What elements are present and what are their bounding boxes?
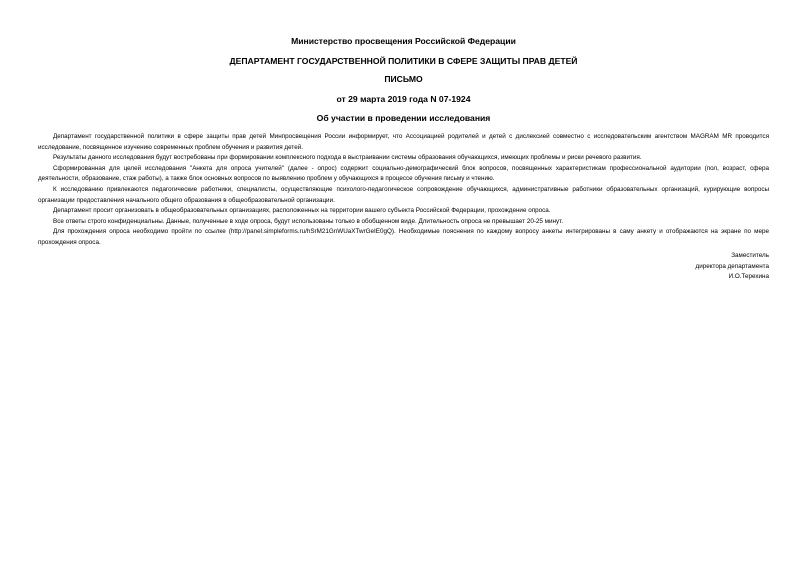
document-type: ПИСЬМО [384, 74, 423, 84]
paragraph: Все ответы строго конфиденциальны. Данные, полученные в ходе опроса, будут использованы только в обобщенном виде. Длительность опроса не превышает 20-25 минут. [53, 217, 564, 225]
document-subject: Об участии в проведении исследования [316, 113, 491, 123]
ministry-title: Министерство просвещения Российской Федерации [291, 36, 516, 46]
paragraph: Для прохождения опроса необходимо пройти по ссылке (http://panel.simpleforms.ru/hSrM21GnWUaXTwrGeIE0gQ). Необходимые пояснения по каждому вопросу анкеты интегрированы в саму анкету и отображаются на экране по мере прохождения опроса. [38, 228, 769, 246]
paragraph: Департамент государственной политики в сфере защиты прав детей Минпросвещения России информирует, что Ассоциацией родителей и детей с дислексией совместно с исследовательским агентством MAGRAM MR проводится исследование, посвященное изучению современных проблем обучения и развития детей. [38, 133, 769, 151]
paragraph: Результаты данного исследования будут востребованы при формировании комплексного подхода в выстраивании системы образования обучающихся, имеющих проблемы и риски речевого развития. [53, 154, 642, 162]
department-title: ДЕПАРТАМЕНТ ГОСУДАРСТВЕННОЙ ПОЛИТИКИ В СФЕРЕ ЗАЩИТЫ ПРАВ ДЕТЕЙ [229, 56, 578, 66]
paragraph: Департамент просит организовать в общеобразовательных организациях, расположенных на территории вашего субъекта Российской Федерации, прохождение опроса. [53, 207, 551, 215]
signature-name: И.О.Терехина [728, 273, 769, 281]
signature-block [569, 251, 769, 283]
letter-body [38, 132, 769, 249]
document-date-number: от 29 марта 2019 года N 07-1924 [336, 94, 471, 104]
paragraph: Сформированная для целей исследования "Анкета для опроса учителей" (далее - опрос) содержит социально-демографический блок вопросов, посвященных характеристикам профессиональной аудитории (пол, возраст, сфера деятельности, образование, стаж работы), а также блок основных вопросов по выявлению проблем у обучающихся в процессе обучения письму и чтению. [38, 164, 769, 183]
signature-position: Заместитель [731, 252, 769, 259]
signature-department: директора департамента [695, 262, 769, 270]
paragraph: К исследованию привлекаются педагогические работники, специалисты, осуществляющие психолого-педагогическое сопровождение обучающихся, административные работники образовательных организаций, курирующие вопросы организации предоставления начального общего образования в общеобразовательной организации. [38, 185, 769, 204]
document-page [38, 0, 769, 571]
